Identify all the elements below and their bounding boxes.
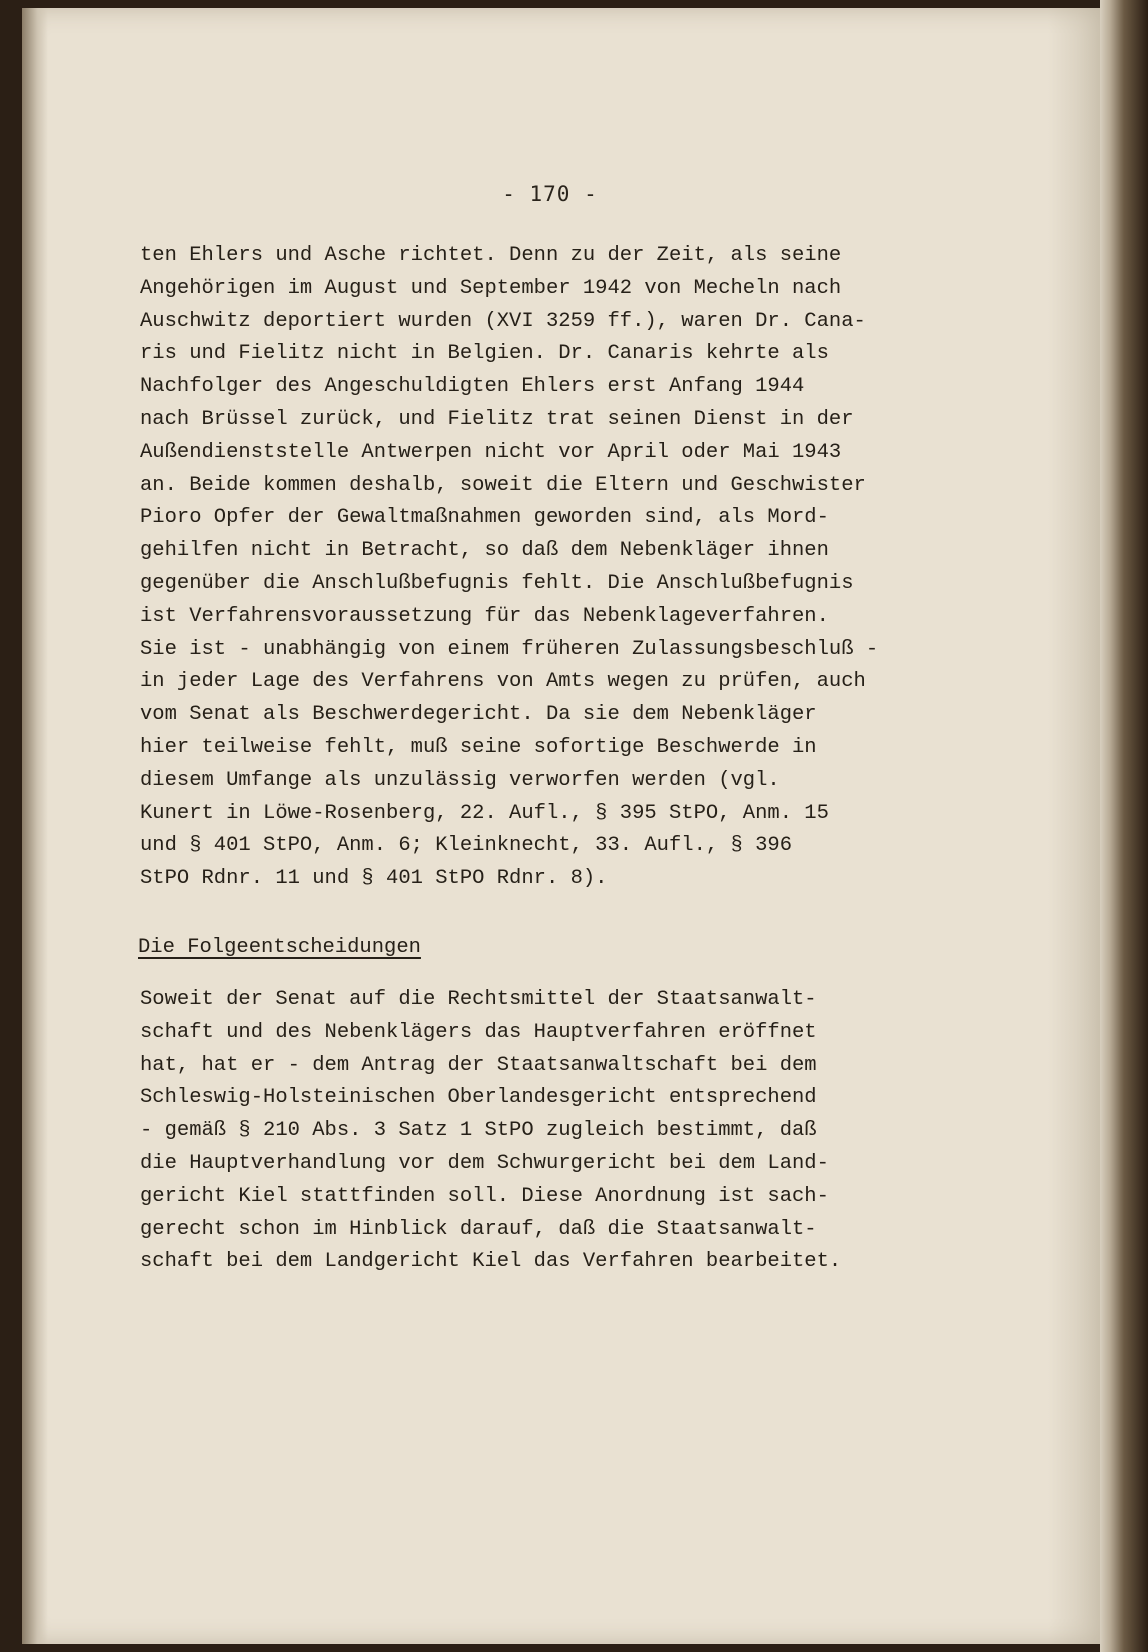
text-line: diesem Umfange als unzulässig verworfen werden (vgl. [140,768,780,792]
facing-page-edge [1048,8,1100,1644]
text-line: StPO Rdnr. 11 und § 401 StPO Rdnr. 8). [140,867,608,891]
book-binding [1100,0,1148,1652]
page-edge-shadow [22,8,48,1644]
text-line: Außendienststelle Antwerpen nicht vor April oder Mai 1943 [140,440,842,464]
text-line: gegenüber die Anschlußbefugnis fehlt. Die Anschlußbefugnis [140,571,854,595]
text-line: schaft und des Nebenklägers das Hauptverfahren eröffnet [140,1020,817,1044]
text-line: die Hauptverhandlung vor dem Schwurgericht bei dem Land- [140,1151,829,1175]
text-line: hat, hat er - dem Antrag der Staatsanwaltschaft bei dem [140,1053,817,1077]
text-line: nach Brüssel zurück, und Fielitz trat seinen Dienst in der [140,407,854,431]
text-line: Sie ist - unabhängig von einem früheren Zulassungsbeschluß - [140,637,879,661]
text-line: gerecht schon im Hinblick darauf, daß die Staatsanwalt- [140,1217,817,1241]
paragraph-2 [140,984,940,1279]
text-line: Soweit der Senat auf die Rechtsmittel der Staatsanwalt- [140,988,817,1011]
page-number: - 170 - [502,182,598,206]
text-line: ris und Fielitz nicht in Belgien. Dr. Canaris kehrte als [140,342,829,366]
section-heading: Die Folgeentscheidungen [138,936,421,959]
text-line: vom Senat als Beschwerdegericht. Da sie dem Nebenkläger [140,703,817,727]
text-line: ten Ehlers und Asche richtet. Denn zu der Zeit, als seine [140,244,842,267]
text-line: schaft bei dem Landgericht Kiel das Verfahren bearbeitet. [140,1250,842,1274]
text-line: Pioro Opfer der Gewaltmaßnahmen geworden sind, als Mord- [140,506,829,530]
text-line: gericht Kiel stattfinden soll. Diese Anordnung ist sach- [140,1184,829,1208]
text-line: - gemäß § 210 Abs. 3 Satz 1 StPO zugleich bestimmt, daß [140,1119,817,1143]
text-line: in jeder Lage des Verfahrens von Amts wegen zu prüfen, auch [140,670,866,694]
text-line: gehilfen nicht in Betracht, so daß dem Nebenkläger ihnen [140,539,829,563]
text-line: Schleswig-Holsteinischen Oberlandesgericht entsprechend [140,1086,817,1110]
text-line: Kunert in Löwe-Rosenberg, 22. Aufl., § 395 StPO, Anm. 15 [140,801,829,825]
text-line: hier teilweise fehlt, muß seine sofortige Beschwerde in [140,735,817,759]
paragraph-1 [140,240,940,896]
text-line: Auschwitz deportiert wurden (XVI 3259 ff.), waren Dr. Cana- [140,309,866,333]
text-line: Angehörigen im August und September 1942 von Mecheln nach [140,276,842,300]
text-line: und § 401 StPO, Anm. 6; Kleinknecht, 33. Aufl., § 396 [140,834,793,858]
text-line: an. Beide kommen deshalb, soweit die Eltern und Geschwister [140,473,866,497]
text-line: Nachfolger des Angeschuldigten Ehlers erst Anfang 1944 [140,375,805,399]
text-line: ist Verfahrensvoraussetzung für das Nebenklageverfahren. [140,604,829,628]
